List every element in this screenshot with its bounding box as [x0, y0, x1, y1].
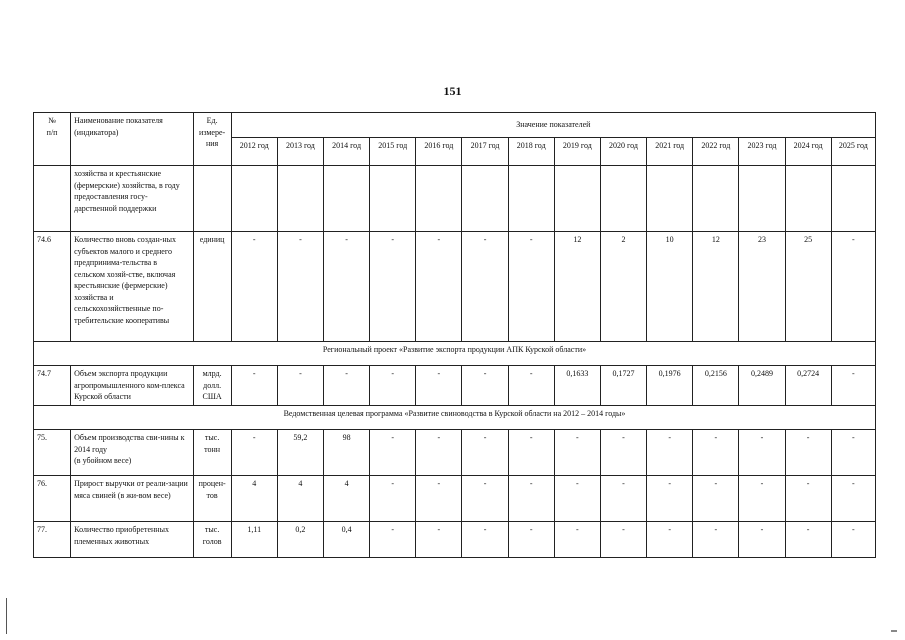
value-cell: - — [416, 366, 462, 406]
value-cell — [277, 166, 323, 232]
value-cell: 0,2489 — [739, 366, 785, 406]
value-cell: - — [647, 522, 693, 558]
value-cell: - — [370, 366, 416, 406]
indicator-name — [71, 430, 193, 476]
value-cell: - — [231, 366, 277, 406]
value-cell: 12 — [554, 232, 600, 342]
table-row — [34, 166, 876, 232]
header-num-text: № п/п — [46, 116, 58, 137]
value-cell — [647, 166, 693, 232]
value-cell: - — [370, 430, 416, 476]
unit-of-measure — [193, 232, 231, 342]
value-cell: 0,1976 — [647, 366, 693, 406]
value-cell — [462, 166, 508, 232]
unit-of-measure-text: процен- тов — [198, 479, 226, 500]
header-unit — [193, 113, 231, 166]
value-cell: 0,2724 — [785, 366, 831, 406]
header-year: 2018 год — [508, 138, 554, 166]
value-cell: - — [831, 476, 875, 522]
value-cell: - — [370, 522, 416, 558]
value-cell: - — [462, 366, 508, 406]
value-cell: - — [370, 476, 416, 522]
value-cell: 0,2156 — [693, 366, 739, 406]
value-cell: - — [693, 430, 739, 476]
header-year: 2020 год — [600, 138, 646, 166]
unit-of-measure — [193, 476, 231, 522]
value-cell: - — [831, 430, 875, 476]
value-cell: 4 — [277, 476, 323, 522]
header-values-group: Значение показателей — [231, 113, 875, 138]
header-year: 2013 год — [277, 138, 323, 166]
value-cell: - — [416, 430, 462, 476]
value-cell — [323, 166, 369, 232]
row-number — [34, 476, 71, 522]
value-cell — [231, 166, 277, 232]
header-row — [34, 113, 876, 138]
value-cell: 59,2 — [277, 430, 323, 476]
row-number-text: 75. — [37, 433, 47, 442]
header-year: 2024 год — [785, 138, 831, 166]
value-cell: - — [508, 522, 554, 558]
unit-of-measure — [193, 430, 231, 476]
value-cell: - — [739, 522, 785, 558]
row-number — [34, 430, 71, 476]
value-cell — [693, 166, 739, 232]
header-year: 2023 год — [739, 138, 785, 166]
value-cell: - — [554, 522, 600, 558]
value-cell: - — [508, 366, 554, 406]
indicator-name-text: Объем экспорта продукции агропромышленного ком-плекса Курской области — [74, 369, 185, 401]
value-cell: - — [416, 522, 462, 558]
value-cell: - — [647, 476, 693, 522]
table-row — [34, 522, 876, 558]
indicator-name-text: Количество вновь создан-ных субъектов малого и среднего предпринима-тельства в сельском хозяй-стве, включая крестьянские (фермерские) хозяйства и сельскохозяйственные по-требительские кооперативы — [74, 235, 177, 325]
unit-of-measure — [193, 166, 231, 232]
row-number — [34, 366, 71, 406]
value-cell: 2 — [600, 232, 646, 342]
value-cell — [831, 166, 875, 232]
value-cell: 1,11 — [231, 522, 277, 558]
row-number-text: 76. — [37, 479, 47, 488]
indicator-name-text: Объем производства сви-нины к 2014 году (в убойном весе) — [74, 433, 185, 465]
value-cell: - — [508, 476, 554, 522]
row-number — [34, 232, 71, 342]
unit-of-measure-text: тыс. тонн — [204, 433, 221, 454]
value-cell: - — [600, 522, 646, 558]
value-cell: - — [739, 430, 785, 476]
indicator-name — [71, 232, 193, 342]
indicator-name-text: Прирост выручки от реали-зации мяса свиней (в жи-вом весе) — [74, 479, 188, 500]
value-cell: - — [462, 522, 508, 558]
row-number-text: 77. — [37, 525, 47, 534]
value-cell: - — [785, 522, 831, 558]
value-cell: 12 — [693, 232, 739, 342]
unit-of-measure-text: тыс. голов — [202, 525, 222, 546]
header-year: 2017 год — [462, 138, 508, 166]
unit-of-measure-text: млрд. долл. США — [202, 369, 222, 401]
value-cell: - — [231, 232, 277, 342]
section-row — [34, 406, 876, 430]
section-title: Ведомственная целевая программа «Развитие свиноводства в Курской области на 2012 – 2014 годы» — [34, 406, 876, 430]
value-cell: - — [462, 476, 508, 522]
section-row — [34, 342, 876, 366]
value-cell: 98 — [323, 430, 369, 476]
value-cell: - — [554, 430, 600, 476]
value-cell: - — [693, 476, 739, 522]
value-cell: - — [370, 232, 416, 342]
value-cell: 0,1727 — [600, 366, 646, 406]
value-cell — [508, 166, 554, 232]
value-cell: 0,1633 — [554, 366, 600, 406]
unit-of-measure — [193, 522, 231, 558]
value-cell — [785, 166, 831, 232]
value-cell: - — [416, 476, 462, 522]
header-name-text: Наименование показателя (индикатора) — [74, 116, 163, 137]
indicator-name — [71, 522, 193, 558]
header-year: 2019 год — [554, 138, 600, 166]
header-year: 2025 год — [831, 138, 875, 166]
value-cell: 10 — [647, 232, 693, 342]
value-cell: - — [554, 476, 600, 522]
value-cell: 0,2 — [277, 522, 323, 558]
table-body — [34, 166, 876, 558]
header-year: 2012 год — [231, 138, 277, 166]
page-number: 151 — [443, 84, 462, 98]
value-cell: - — [739, 476, 785, 522]
header-year: 2022 год — [693, 138, 739, 166]
table-row — [34, 366, 876, 406]
value-cell: - — [831, 232, 875, 342]
indicator-name-text: Количество приобретенных племенных животных — [74, 525, 169, 546]
row-number-text: 74.7 — [37, 369, 51, 378]
header-name — [71, 113, 193, 166]
value-cell: 23 — [739, 232, 785, 342]
header-year: 2014 год — [323, 138, 369, 166]
value-cell: - — [831, 522, 875, 558]
indicator-name — [71, 366, 193, 406]
row-number-text: 74.6 — [37, 235, 51, 244]
value-cell: - — [323, 366, 369, 406]
indicator-name — [71, 476, 193, 522]
value-cell: - — [231, 430, 277, 476]
header-unit-text: Ед. измере- ния — [199, 116, 226, 148]
value-cell: - — [277, 366, 323, 406]
unit-of-measure-text: единиц — [199, 235, 225, 244]
value-cell: 4 — [323, 476, 369, 522]
indicator-name-text: хозяйства и крестьянские (фермерские) хозяйства, в году предоставления госу-дарственной поддержки — [74, 169, 180, 213]
value-cell: - — [416, 232, 462, 342]
table-row — [34, 232, 876, 342]
section-title: Региональный проект «Развитие экспорта продукции АПК Курской области» — [34, 342, 876, 366]
table-row — [34, 476, 876, 522]
value-cell: - — [831, 366, 875, 406]
value-cell — [416, 166, 462, 232]
value-cell: - — [693, 522, 739, 558]
value-cell: - — [600, 476, 646, 522]
scan-corner-mark — [891, 630, 897, 632]
value-cell: - — [277, 232, 323, 342]
value-cell: - — [647, 430, 693, 476]
header-year: 2021 год — [647, 138, 693, 166]
row-number — [34, 522, 71, 558]
value-cell: - — [785, 430, 831, 476]
header-year: 2016 год — [416, 138, 462, 166]
value-cell: - — [600, 430, 646, 476]
value-cell — [554, 166, 600, 232]
value-cell: 25 — [785, 232, 831, 342]
value-cell — [370, 166, 416, 232]
header-num — [34, 113, 71, 166]
value-cell: - — [323, 232, 369, 342]
value-cell — [739, 166, 785, 232]
indicators-table — [33, 112, 876, 558]
scan-edge-mark — [6, 598, 7, 634]
row-number — [34, 166, 71, 232]
value-cell: - — [462, 430, 508, 476]
value-cell: - — [508, 232, 554, 342]
table-row — [34, 430, 876, 476]
value-cell: - — [508, 430, 554, 476]
header-year: 2015 год — [370, 138, 416, 166]
indicator-name — [71, 166, 193, 232]
value-cell — [600, 166, 646, 232]
value-cell: 4 — [231, 476, 277, 522]
unit-of-measure — [193, 366, 231, 406]
value-cell: - — [785, 476, 831, 522]
value-cell: 0,4 — [323, 522, 369, 558]
value-cell: - — [462, 232, 508, 342]
